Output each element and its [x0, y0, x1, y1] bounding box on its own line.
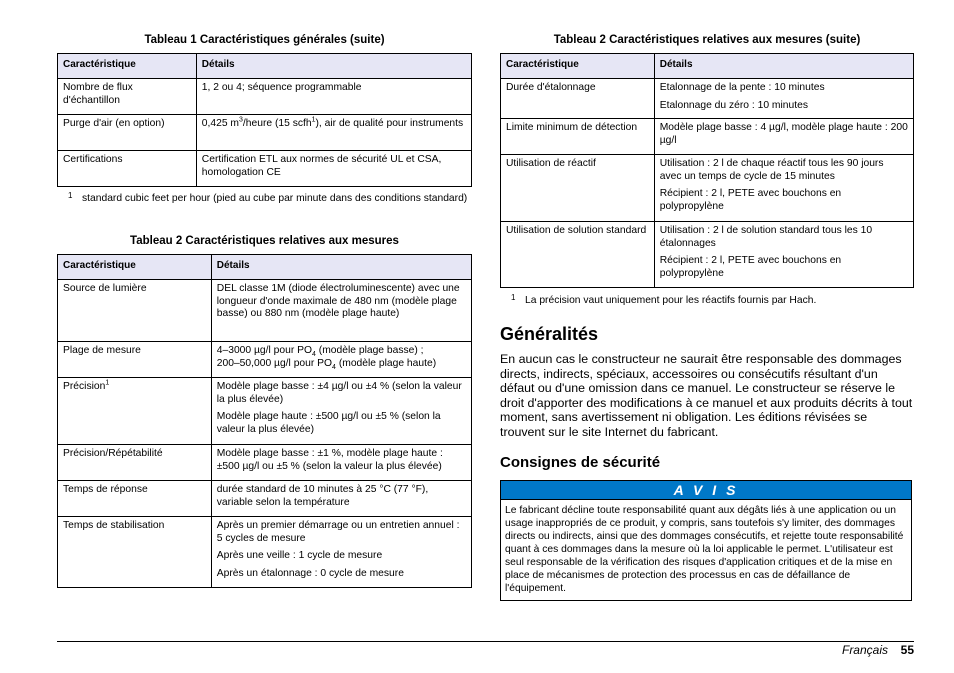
row-label: Temps de réponse	[58, 480, 212, 516]
table2-footnote: 1 La précision vaut uniquement pour les réactifs fournis par Hach.	[511, 293, 817, 306]
table-row	[58, 78, 472, 114]
table2-cont-caption: Tableau 2 Caractéristiques relatives aux mesures (suite)	[553, 34, 861, 46]
section-title-securite: Consignes de sécurité	[500, 454, 661, 471]
table-row	[501, 118, 914, 154]
row-label: Source de lumière	[58, 279, 212, 341]
table2-continued	[500, 53, 914, 288]
row-detail: 4–3000 µg/l pour $PO_4$ (modèle plage basse) ; 200–50,000 µg/l pour $PO_4$ (modèle plage haute)	[211, 341, 471, 377]
row-detail: Certification ETL aux normes de sécurité UL et CSA, homologation CE	[196, 150, 471, 186]
generalites-paragraph: En aucun cas le constructeur ne saurait être responsable des dommages directs, indirects, spéciaux, accessoires ou consécutifs résultant d'un défaut ou d'une omission dans ce manuel. Le constructeur se réserve le droit d'apporter des modifications à ce manuel et aux produits décrits à tout moment, sans avertissement ni obligation. Les éditions révisées se trouvent sur le site Internet du fabricant.	[500, 352, 913, 439]
notice-text: Le fabricant décline toute responsabilité quant aux dégâts liés à une application ou un usage inappropriés de ce produit, y compris, sans toutefois s'y limiter, des dommages directs ou indirects, ainsi que des dommages consécutifs, et rejette toute responsabilité quant à ces dommages dans la mesure où la loi applicable le permet. L'utilisateur est seul responsable de la vérification des risques d'application critiques et de la mise en place de mécanismes de protection des processus en cas de défaillance de l'équipement.	[505, 505, 904, 594]
table1-footnote: 1 standard cubic feet per hour (pied au cube par minute dans des conditions standard)	[68, 191, 468, 204]
table-row	[58, 516, 472, 587]
table-row	[58, 444, 472, 480]
column-header: Caractéristique	[58, 255, 212, 280]
page-number: 55	[900, 643, 914, 657]
table1	[57, 53, 472, 187]
row-detail: Etalonnage de la pente : 10 minutes Etalonnage du zéro : 10 minutes	[654, 78, 913, 118]
table-row	[58, 480, 472, 516]
row-detail: Modèle plage basse : ±4 µg/l ou ±4 % (selon la valeur la plus élevée) Modèle plage haute : ±500 µg/l ou ±5 % (selon la valeur la plus élevée)	[211, 377, 471, 444]
row-label: Plage de mesure	[58, 341, 212, 377]
row-label: Temps de stabilisation	[58, 516, 212, 587]
row-label: Utilisation de solution standard	[501, 221, 655, 287]
row-detail: Utilisation : 2 l de solution standard tous les 10 étalonnages Récipient : 2 l, PETE avec bouchons en polypropylène	[654, 221, 913, 287]
section-title-generalites: Généralités	[500, 324, 599, 344]
column-header: Détails	[211, 255, 471, 280]
row-label: Durée d'étalonnage	[501, 78, 655, 118]
row-label: Utilisation de réactif	[501, 154, 655, 221]
row-label: Précision/Répétabilité	[58, 444, 212, 480]
row-label: Purge d'air (en option)	[58, 114, 197, 150]
row-detail: 1, 2 ou 4; séquence programmable	[196, 78, 471, 114]
row-detail: Après un premier démarrage ou un entretien annuel : 5 cycles de mesure Après une veille : 1 cycle de mesure Après un étalonnage : 0 cycle de mesure	[211, 516, 471, 587]
column-header: Détails	[196, 54, 471, 79]
column-header: Détails	[654, 54, 913, 79]
table-header-row	[501, 54, 914, 79]
table-row	[501, 154, 914, 221]
table1-caption: Tableau 1 Caractéristiques générales (suite)	[144, 34, 385, 46]
table-row	[58, 114, 472, 150]
table-row	[58, 341, 472, 377]
table2	[57, 254, 472, 588]
table2-caption: Tableau 2 Caractéristiques relatives aux mesures	[130, 235, 399, 247]
table-row	[501, 221, 914, 287]
notice-label: A V I S	[501, 481, 911, 500]
column-header: Caractéristique	[58, 54, 197, 79]
row-detail: 0,425 $m^3$/heure (15 scfh$^1$), air de qualité pour instruments	[196, 114, 471, 150]
row-label: Limite minimum de détection	[501, 118, 655, 154]
table-header-row	[58, 255, 472, 280]
footer-language: Français	[841, 643, 888, 657]
row-detail: Utilisation : 2 l de chaque réactif tous les 90 jours avec un temps de cycle de 15 minutes Récipient : 2 l, PETE avec bouchons en polypropylène	[654, 154, 913, 221]
column-header: Caractéristique	[501, 54, 655, 79]
row-detail: Modèle plage basse : ±1 %, modèle plage haute : ±500 µg/l ou ±5 % (selon la valeur la plus élevée)	[211, 444, 471, 480]
row-detail: durée standard de 10 minutes à 25 °C (77 °F), variable selon la température	[211, 480, 471, 516]
table-row	[58, 150, 472, 186]
table-row	[58, 279, 472, 341]
row-label: Certifications	[58, 150, 197, 186]
table-row	[58, 377, 472, 444]
row-label: Nombre de flux d'échantillon	[58, 78, 197, 114]
row-label: Précision$^1$	[58, 377, 212, 444]
table-header-row	[58, 54, 472, 79]
table-row	[501, 78, 914, 118]
row-detail: DEL classe 1M (diode électroluminescente) avec une longueur d'onde maximale de 480 nm (modèle plage basse) ou 880 nm (modèle plage haute)	[211, 279, 471, 341]
footer-divider	[57, 641, 914, 642]
row-detail: Modèle plage basse : 4 µg/l, modèle plage haute : 200 µg/l	[654, 118, 913, 154]
notice-box	[500, 480, 912, 601]
